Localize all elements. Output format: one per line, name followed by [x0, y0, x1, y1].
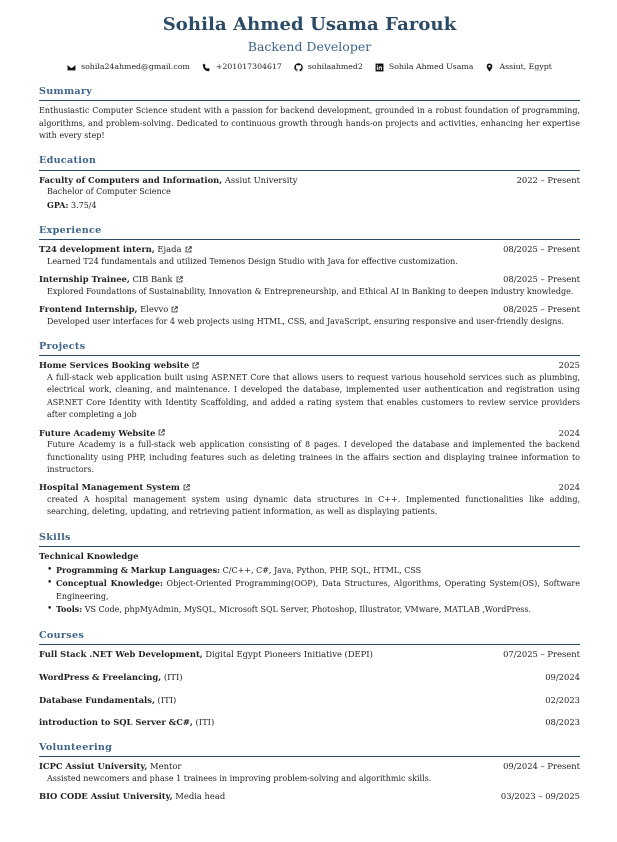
- skill-label: Conceptual Knowledge:: [56, 578, 163, 589]
- contact-linkedin-text: Sohila Ahmed Usama: [388, 62, 474, 72]
- experience-org: Ejada: [154, 244, 182, 255]
- resume-page: [39, 14, 580, 809]
- experience-entry: [39, 274, 580, 298]
- project-desc: Future Academy is a full-stack web application consisting of 8 pages. I developed the database and implemented the backend functionality using PHP, including features such as deleting trainees in the affairs section and displaying trainee information to instructors.: [47, 440, 580, 474]
- skill-value: C/C++, C#, Java, Python, PHP, SQL, HTML, CSS: [220, 565, 422, 575]
- course-date: 08/2023: [545, 717, 580, 728]
- contact-github[interactable]: [294, 62, 363, 73]
- skill-label: Tools:: [56, 604, 83, 615]
- bullet-icon: •: [47, 578, 53, 589]
- experience-heading: Experience: [39, 224, 580, 240]
- summary-text: Enthusiastic Computer Science student with a passion for backend development, grounded in a robust foundation of programming, algorithms, and problem-solving. Dedicated to continuous growth through hands-on projects and activities, enhancing her expertise with every step!: [39, 106, 580, 140]
- project-desc: created A hospital management system using dynamic data structures in C++. Implemented functionalities like adding, searching, deleting, updating, and retrieving patient information, as well as displaying patients.: [47, 494, 580, 517]
- volunteering-role: Mentor: [147, 761, 182, 772]
- skill-label: Programming & Markup Languages:: [56, 564, 221, 575]
- bullet-icon: •: [47, 564, 53, 575]
- volunteering-org: BIO CODE Assiut University,: [39, 791, 173, 802]
- skill-value: VS Code, phpMyAdmin, MySQL, Microsoft SQL Server, Photoshop, Illustrator, VMware, MATLAB ,WordPress.: [82, 605, 532, 615]
- experience-org: CIB Bank: [129, 274, 173, 285]
- experience-date: 08/2025 – Present: [503, 274, 580, 285]
- education-institution: Faculty of Computers and Information,: [39, 174, 223, 185]
- course-name: introduction to SQL Server &C#,: [39, 717, 193, 728]
- external-link-icon[interactable]: [171, 306, 178, 313]
- experience-role: Internship Trainee,: [39, 274, 130, 285]
- external-link-icon[interactable]: [185, 246, 192, 253]
- experience-date: 08/2025 – Present: [503, 304, 580, 315]
- skills-subheading: Technical Knowledge: [39, 550, 139, 561]
- course-date: 07/2025 – Present: [503, 649, 580, 660]
- contact-bar: [39, 62, 580, 73]
- experience-desc: Explored Foundations of Sustainability, Innovation & Entrepreneurship, and Ethical AI in Banking to deepen industry knowledge.: [47, 286, 574, 296]
- external-link-icon[interactable]: [176, 276, 183, 283]
- phone-icon: [202, 63, 211, 72]
- courses-section: [39, 629, 580, 729]
- project-desc: A full-stack web application built using ASP.NET Core that allows users to request various household services such as plumbing, electrical work, cleaning, and maintenance. I developed the database, implemented user authentication and registration using ASP.NET Core Identity with Identity Scaffolding, and added a rating system that enables customers to review service providers after completing a job: [47, 373, 580, 420]
- experience-section: [39, 224, 580, 328]
- projects-heading: Projects: [39, 340, 580, 356]
- project-date: 2024: [558, 427, 580, 438]
- experience-desc: Developed user interfaces for 4 web projects using HTML, CSS, and JavaScript, ensuring responsive and user-friendly designs.: [47, 316, 565, 326]
- education-date: 2022 – Present: [516, 174, 580, 185]
- course-provider: Digital Egypt Pioneers Initiative (DEPI): [202, 649, 373, 660]
- course-entry: [39, 695, 580, 707]
- contact-linkedin[interactable]: [375, 62, 474, 73]
- gpa-label: GPA:: [47, 199, 69, 210]
- linkedin-icon: [375, 63, 384, 72]
- volunteering-date: 03/2023 – 09/2025: [500, 791, 580, 802]
- project-date: 2024: [558, 482, 580, 493]
- contact-github-text: sohilaahmed2: [307, 62, 363, 72]
- course-entry: [39, 717, 580, 729]
- project-name: Hospital Management System: [39, 482, 180, 493]
- location-icon: [485, 63, 494, 72]
- contact-email-text: sohila24ahmed@gmail.com: [81, 62, 190, 72]
- volunteering-date: 09/2024 – Present: [503, 761, 580, 772]
- project-name: Future Academy Website: [39, 427, 156, 438]
- contact-email[interactable]: [67, 62, 190, 73]
- course-date: 09/2024: [545, 672, 580, 683]
- bullet-icon: •: [47, 604, 53, 615]
- experience-date: 08/2025 – Present: [503, 244, 580, 255]
- project-name: Home Services Booking website: [39, 360, 190, 371]
- volunteering-desc: Assisted newcomers and phase 1 trainees in improving problem-solving and algorithmic skills.: [47, 773, 432, 783]
- education-section: [39, 154, 580, 212]
- experience-role: T24 development intern,: [39, 244, 155, 255]
- course-name: Full Stack .NET Web Development,: [39, 649, 203, 660]
- email-icon: [67, 63, 76, 72]
- education-university: Assiut University: [222, 174, 298, 185]
- project-entry: [39, 428, 580, 477]
- candidate-name: Sohila Ahmed Usama Farouk: [162, 14, 457, 35]
- volunteering-entry: [39, 761, 580, 785]
- projects-section: [39, 340, 580, 519]
- skill-item: [47, 603, 580, 617]
- volunteering-heading: Volunteering: [39, 741, 580, 757]
- skills-heading: Skills: [39, 531, 580, 547]
- skills-section: [39, 531, 580, 617]
- skill-value: Object-Oriented Programming(OOP), Data Structures, Algorithms, Operating System(OS), Software Engineering,: [56, 579, 580, 601]
- summary-heading: Summary: [39, 85, 580, 101]
- education-heading: Education: [39, 154, 580, 170]
- external-link-icon[interactable]: [183, 484, 190, 491]
- education-degree: Bachelor of Computer Science: [47, 187, 171, 197]
- contact-location-text: Assiut, Egypt: [499, 62, 552, 72]
- gpa-value: 3.75/4: [68, 200, 97, 210]
- course-provider: (ITI): [161, 672, 183, 683]
- candidate-role: Backend Developer: [247, 38, 372, 54]
- contact-phone-text: +201017304617: [215, 62, 282, 72]
- contact-phone[interactable]: [202, 62, 282, 73]
- skill-item: [47, 564, 580, 578]
- experience-role: Frontend Internship,: [39, 304, 138, 315]
- external-link-icon[interactable]: [192, 362, 199, 369]
- volunteering-role: Media head: [172, 791, 226, 802]
- github-icon: [294, 63, 303, 72]
- course-entry: [39, 672, 580, 684]
- experience-entry: [39, 244, 580, 268]
- contact-location: [485, 62, 551, 73]
- course-name: WordPress & Freelancing,: [39, 672, 162, 683]
- summary-section: [39, 85, 580, 142]
- course-entry: [39, 649, 580, 661]
- project-entry: [39, 482, 580, 518]
- course-name: Database Fundamentals,: [39, 694, 155, 705]
- volunteering-org: ICPC Assiut University,: [39, 761, 148, 772]
- skills-list: [39, 564, 580, 618]
- experience-desc: Learned T24 fundamentals and utilized Temenos Design Studio with Java for effective customization.: [47, 256, 458, 266]
- experience-org: Elevvo: [137, 304, 169, 315]
- experience-entry: [39, 304, 580, 328]
- external-link-icon[interactable]: [158, 429, 165, 436]
- volunteering-section: [39, 741, 580, 803]
- education-entry: [39, 175, 580, 212]
- volunteering-entry: [39, 791, 580, 803]
- project-entry: [39, 360, 580, 421]
- course-provider: (ITI): [192, 717, 215, 728]
- project-date: 2025: [558, 360, 580, 371]
- skill-item: [47, 577, 580, 603]
- courses-heading: Courses: [39, 629, 580, 645]
- course-date: 02/2023: [545, 694, 580, 705]
- course-provider: (ITI): [154, 694, 177, 705]
